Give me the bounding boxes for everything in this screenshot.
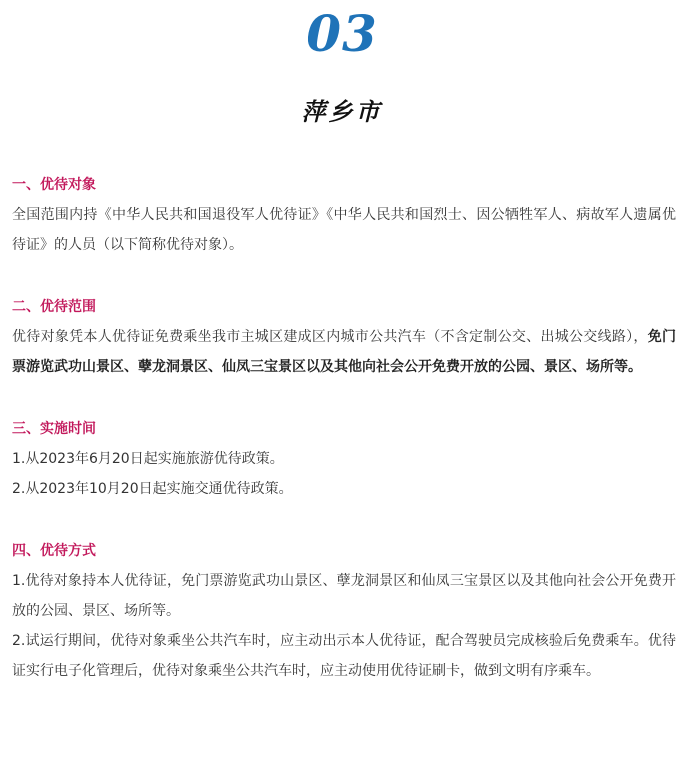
section-number: 03: [306, 4, 378, 63]
paragraph: 1.从2023年6月20日起实施旅游优待政策。: [12, 451, 284, 467]
section-beneficiaries: [12, 170, 676, 260]
section-scope: [12, 292, 676, 382]
article-body: [12, 170, 676, 686]
paragraph: 2.从2023年10月20日起实施交通优待政策。: [12, 481, 293, 497]
paragraph: 1.优待对象持本人优待证，免门票游览武功山景区、孽龙洞景区和仙凤三宝景区以及其他向社会公开免费开放的公园、景区、场所等。: [12, 573, 676, 619]
section-heading: 四、优待方式: [12, 543, 96, 559]
paragraph: [12, 322, 676, 382]
paragraph: 全国范围内持《中华人民共和国退役军人优待证》《中华人民共和国烈士、因公牺牲军人、病故军人遗属优待证》的人员（以下简称优待对象）。: [12, 207, 676, 253]
city-title: 萍乡市: [301, 98, 383, 126]
section-method: [12, 536, 676, 686]
section-timeline: [12, 414, 676, 504]
paragraph-bold-text: 免门票游览武功山景区、孽龙洞景区、仙凤三宝景区以及其他向社会公开免费开放的公园、景区、场所等。: [12, 329, 677, 375]
section-heading: 三、实施时间: [12, 421, 96, 437]
paragraph-normal-text: 优待对象凭本人优待证免费乘坐我市主城区建成区内城市公共汽车（不含定制公交、出城公交线路），: [12, 329, 648, 345]
paragraph: 2.试运行期间，优待对象乘坐公共汽车时，应主动出示本人优待证，配合驾驶员完成核验后免费乘车。优待证实行电子化管理后，优待对象乘坐公共汽车时，应主动使用优待证刷卡，做到文明有序乘车。: [12, 633, 676, 679]
section-heading: 二、优待范围: [12, 299, 96, 315]
section-heading: 一、优待对象: [12, 177, 96, 193]
